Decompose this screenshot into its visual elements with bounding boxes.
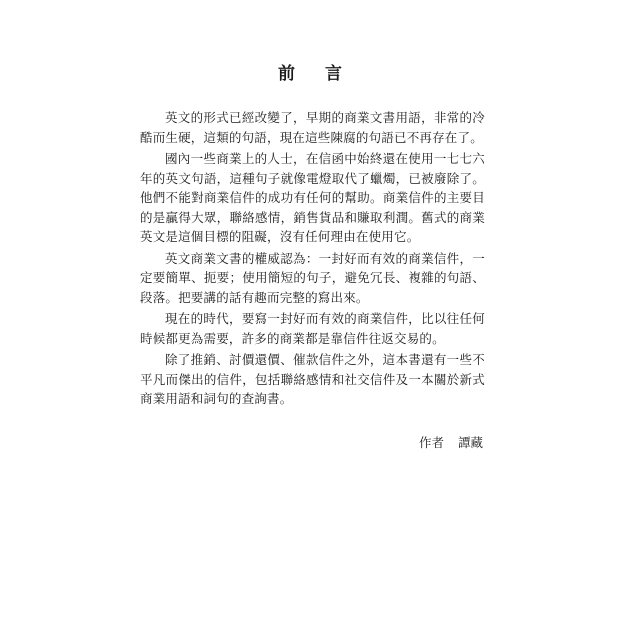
paragraph-5: 除了推銷、討價還價、催款信件之外，這本書還有一些不平凡而傑出的信件，包括聯絡感情和社交信件及一本關於新式商業用語和詞句的查詢書。	[140, 352, 485, 406]
page-title: 前言	[278, 64, 372, 84]
paragraph-4: 現在的時代，要寫一封好而有效的商業信件，比以往任何時候都更為需要，許多的商業都是靠信件往返交易的。	[140, 311, 485, 346]
paragraph-1: 英文的形式已經改變了，早期的商業文書用語，非常的冷酷而生硬，這類的句語，現在這些陳腐的句語已不再存在了。	[140, 110, 485, 145]
author-name: 譚藏	[457, 435, 483, 450]
paragraph-3: 英文商業文書的權威認為：一封好而有效的商業信件，一定要簡單、扼要；使用簡短的句子，避免冗長、複雜的句語、段落。把要講的話有趣而完整的寫出來。	[140, 250, 485, 305]
preface-body	[140, 108, 485, 411]
author-signature	[140, 434, 483, 452]
author-role: 作者	[418, 435, 444, 450]
paragraph-2: 國內一些商業上的人士，在信函中始終還在使用一七七六年的英文句語，這種句子就像電燈取代了蠟燭，已被廢除了。他們不能對商業信件的成功有任何的幫助。商業信件的主要目的是贏得大眾，聯絡感情，銷售貨品和賺取利潤。舊式的商業英文是這個目標的阻礙，沒有任何理由在使用它。	[140, 151, 485, 244]
